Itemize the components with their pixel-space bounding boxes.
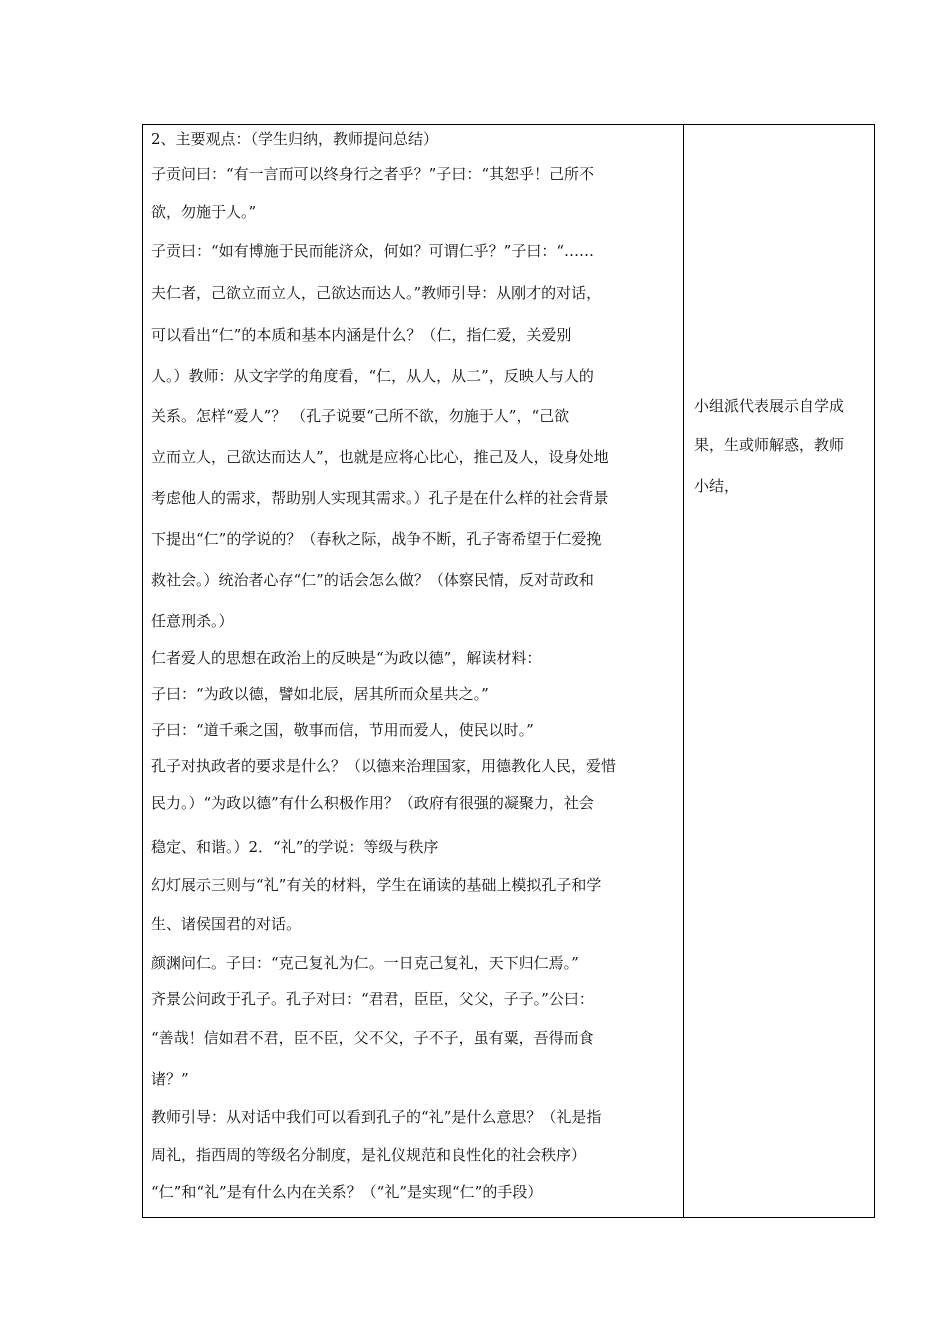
text-line: 任意刑杀。） [151,612,234,630]
text-line: 救社会。）统治者心存“仁”的话会怎么做？（体察民情，反对苛政和 [151,571,594,589]
text-line: 子贡问曰：“有一言而可以终身行之者乎？”子曰：“其恕乎！己所不 [151,165,595,183]
content-cell [143,125,684,1217]
text-line: 周礼，指西周的等级名分制度，是礼仪规范和良性化的社会秩序） [151,1146,587,1164]
text-line: 颜渊问仁。子曰：“克己复礼为仁。一日克己复礼，天下归仁焉。” [151,954,579,972]
text-line: 孔子对执政者的要求是什么？（以德来治理国家，用德教化人民，爱惜 [151,757,617,775]
text-line: 考虑他人的需求，帮助别人实现其需求。）孔子是在什么样的社会背景 [151,489,609,507]
text-line: 诸？” [151,1070,189,1088]
activity-line: 小组派代表展示自学成 [694,397,845,415]
text-line: 人。）教师：从文字学的角度看，“仁，从人，从二”，反映人与人的 [151,367,594,385]
text-line: “善哉！信如君不君，臣不臣，父不父，子不子，虽有粟，吾得而食 [151,1029,594,1047]
text-line: 子贡曰：“如有博施于民而能济众，何如？可谓仁乎？”子曰：“…… [151,242,595,260]
text-line: 子曰：“道千乘之国，敬事而信，节用而爱人，使民以时。” [151,721,534,739]
text-line: 2、主要观点：（学生归纳，教师提问总结） [151,130,439,148]
text-line: 生、诸侯国君的对话。 [151,915,302,933]
text-line: “仁”和“礼”是有什么内在关系？（“礼”是实现“仁”的手段） [151,1183,543,1201]
lesson-table [142,124,875,1218]
text-line: 子曰：“为政以德，譬如北辰，居其所而众星共之。” [151,685,489,703]
text-line: 欲，勿施于人。” [151,203,257,221]
text-line: 稳定、和谐。）2．“礼”的学说：等级与秩序 [151,838,439,856]
activity-cell [684,125,874,1217]
text-line: 齐景公问政于孔子。孔子对曰：“君君，臣臣，父父，子子。”公曰： [151,990,594,1008]
text-line: 幻灯展示三则与“礼”有关的材料，学生在诵读的基础上模拟孔子和学 [151,876,602,894]
text-line: 民力。）“为政以德”有什么积极作用？（政府有很强的凝聚力，社会 [151,794,594,812]
text-line: 仁者爱人的思想在政治上的反映是“为政以德”，解读材料： [151,649,542,667]
text-line: 夫仁者，己欲立而立人，己欲达而达人。”教师引导：从刚才的对话， [151,284,602,302]
text-line: 可以看出“仁”的本质和基本内涵是什么？（仁，指仁爱，关爱别 [151,326,572,344]
text-line: 教师引导：从对话中我们可以看到孔子的“礼”是什么意思？（礼是指 [151,1108,602,1126]
text-line: 下提出“仁”的学说的？（春秋之际，战争不断，孔子寄希望于仁爱挽 [151,530,602,548]
text-line: 关系。怎样“爱人”？ （孔子说要“己所不欲，勿施于人”，“己欲 [151,407,570,425]
activity-line: 果，生或师解惑，教师 [694,436,845,454]
activity-line: 小结， [694,477,740,495]
text-line: 立而立人，己欲达而达人”，也就是应将心比心，推己及人，设身处地 [151,448,609,466]
